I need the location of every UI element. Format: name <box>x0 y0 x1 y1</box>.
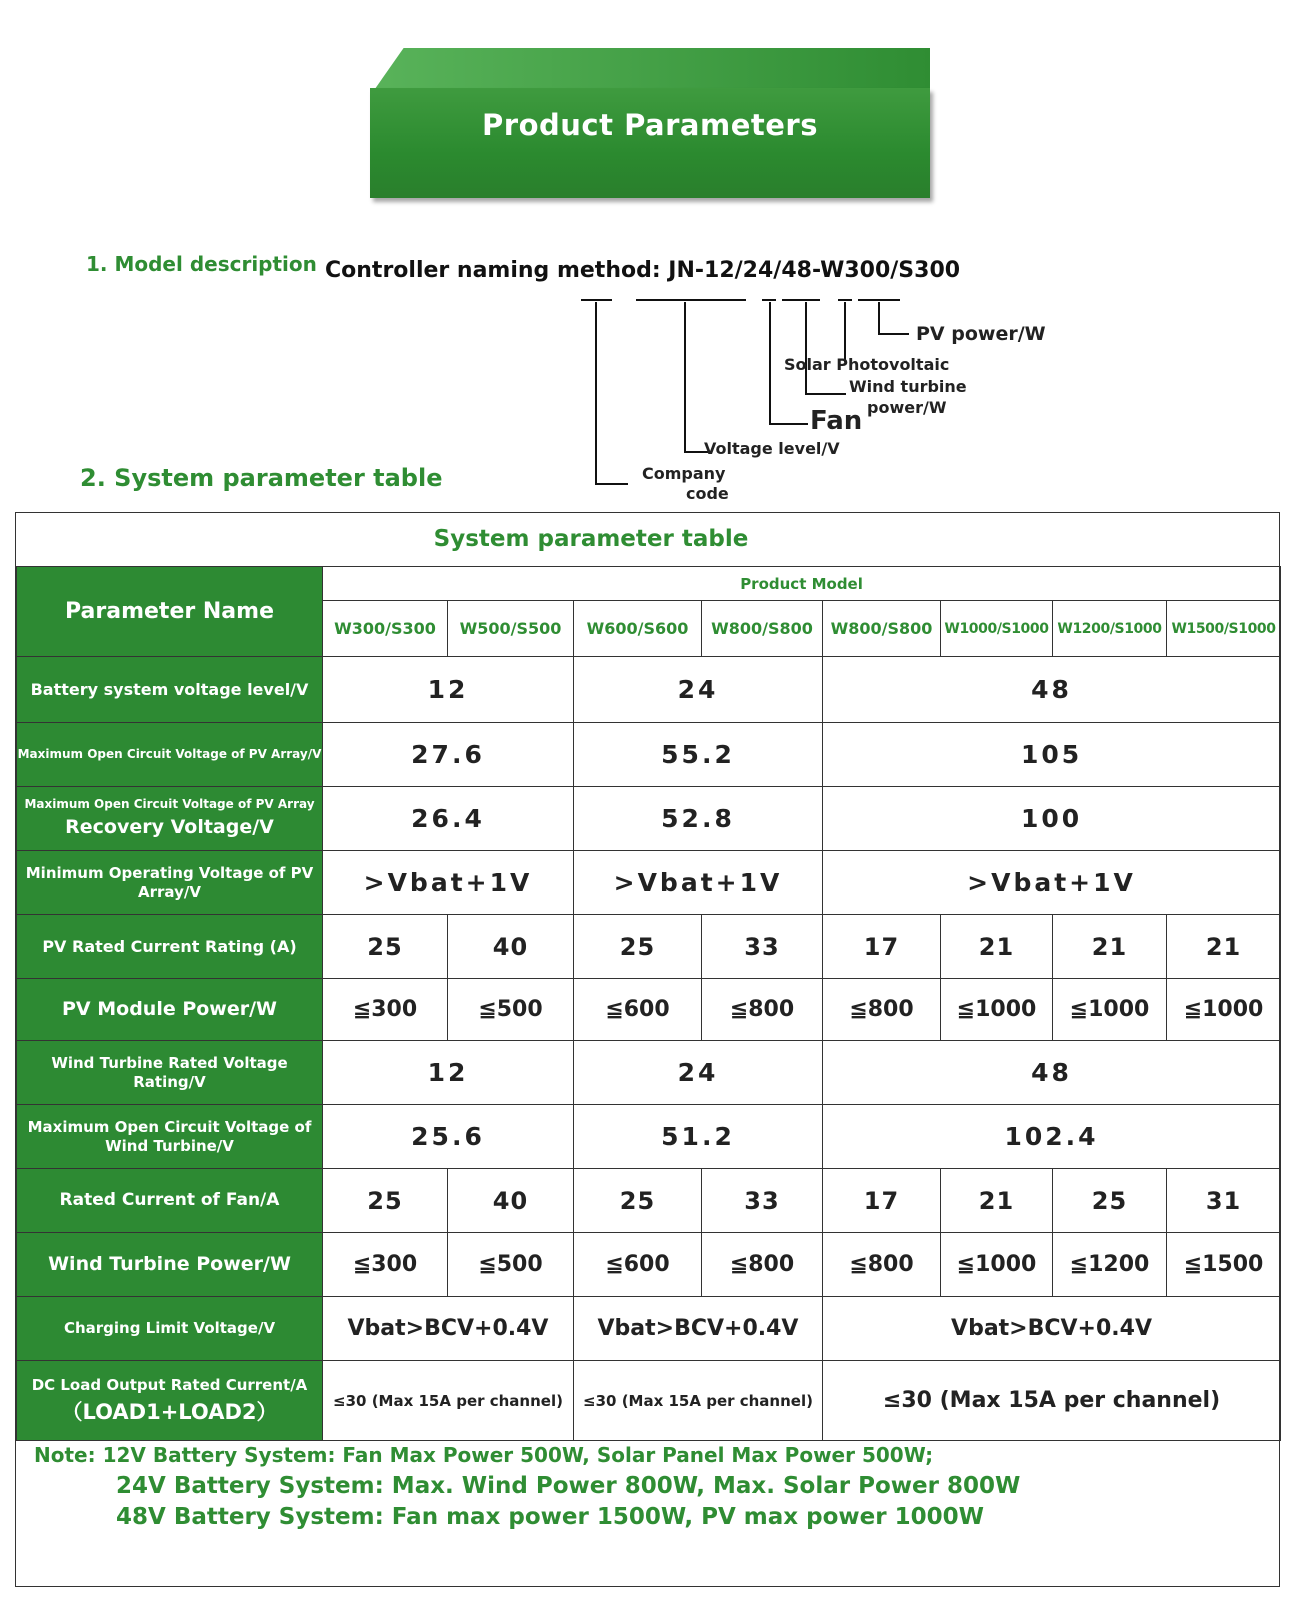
wind-turbine-label: Wind turbine <box>849 377 967 396</box>
value-cell: 102.4 <box>823 1105 1281 1169</box>
note-section <box>16 1425 1280 1585</box>
param-name: Wind Turbine Rated Voltage Rating/V <box>17 1041 323 1105</box>
table-row <box>17 723 1281 787</box>
table-row <box>17 979 1281 1041</box>
value-cell: 17 <box>823 1169 941 1233</box>
param-name: Minimum Operating Voltage of PV Array/V <box>17 851 323 915</box>
param-name: Wind Turbine Power/W <box>17 1233 323 1297</box>
table-row <box>17 1041 1281 1105</box>
value-cell: ≦1000 <box>941 1233 1053 1297</box>
voltage-level-label: Voltage level/V <box>704 439 840 458</box>
param-name-top: DC Load Output Rated Current/A <box>31 1376 308 1394</box>
product-model-header: Product Model <box>323 567 1281 601</box>
fan-label: Fan <box>810 406 863 436</box>
model-cell: W1000/S1000 <box>941 601 1053 657</box>
value-cell: 51.2 <box>574 1105 823 1169</box>
value-cell: ≤30 (Max 15A per channel) <box>823 1361 1281 1441</box>
note-line-2: 24V Battery System: Max. Wind Power 800W, Max. Solar Power 800W <box>116 1473 1021 1499</box>
value-cell: ≤30 (Max 15A per channel) <box>323 1361 574 1441</box>
model-cell: W500/S500 <box>448 601 574 657</box>
note-line-1: Note: 12V Battery System: Fan Max Power 500W, Solar Panel Max Power 500W; <box>34 1443 934 1467</box>
code-label: code <box>686 484 729 503</box>
model-cell: W800/S800 <box>823 601 941 657</box>
value-cell: Vbat>BCV+0.4V <box>323 1297 574 1361</box>
value-cell: 55.2 <box>574 723 823 787</box>
value-cell: 40 <box>448 915 574 979</box>
value-cell: 24 <box>574 657 823 723</box>
value-cell: 40 <box>448 1169 574 1233</box>
value-cell: 24 <box>574 1041 823 1105</box>
value-cell: 21 <box>1167 915 1281 979</box>
table-row <box>17 1169 1281 1233</box>
model-description-heading: 1. Model description <box>86 252 317 276</box>
value-cell: ≦800 <box>823 979 941 1041</box>
value-cell: ≦1000 <box>1167 979 1281 1041</box>
product-parameters-banner <box>370 48 930 198</box>
value-cell: 25 <box>574 915 702 979</box>
value-cell: 17 <box>823 915 941 979</box>
value-cell: ≦300 <box>323 1233 448 1297</box>
value-cell: 12 <box>323 657 574 723</box>
table-row <box>17 1297 1281 1361</box>
value-cell: 25.6 <box>323 1105 574 1169</box>
value-cell: ≦800 <box>823 1233 941 1297</box>
param-name-bottom: （LOAD1+LOAD2） <box>61 1399 278 1424</box>
value-cell: ≦1000 <box>941 979 1053 1041</box>
param-name: Rated Current of Fan/A <box>17 1169 323 1233</box>
value-cell: 100 <box>823 787 1281 851</box>
param-name: PV Rated Current Rating (A) <box>17 915 323 979</box>
value-cell: 33 <box>702 915 823 979</box>
table-row <box>17 851 1281 915</box>
value-cell: ≦1500 <box>1167 1233 1281 1297</box>
value-cell: 52.8 <box>574 787 823 851</box>
param-name-top: Maximum Open Circuit Voltage of PV Array <box>24 797 315 812</box>
table-row <box>17 1233 1281 1297</box>
param-name: Battery system voltage level/V <box>17 657 323 723</box>
value-cell: 48 <box>823 1041 1281 1105</box>
pv-power-label: PV power/W <box>916 323 1046 345</box>
value-cell: >Vbat+1V <box>823 851 1281 915</box>
table-title: System parameter table <box>433 526 749 552</box>
value-cell: 21 <box>1053 915 1167 979</box>
param-name: Maximum Open Circuit Voltage of PV Array/V <box>17 723 323 787</box>
value-cell: 25 <box>574 1169 702 1233</box>
table-row <box>17 915 1281 979</box>
value-cell: ≦600 <box>574 1233 702 1297</box>
company-label: Company <box>642 464 726 483</box>
solar-photovoltaic-label: Solar Photovoltaic <box>784 355 950 374</box>
value-cell: ≦500 <box>448 979 574 1041</box>
model-cell: W300/S300 <box>323 601 448 657</box>
value-cell: ≤30 (Max 15A per channel) <box>574 1361 823 1441</box>
value-cell: 31 <box>1167 1169 1281 1233</box>
value-cell: 26.4 <box>323 787 574 851</box>
table-row <box>17 787 1281 851</box>
value-cell: 12 <box>323 1041 574 1105</box>
system-parameter-table <box>15 512 1280 1587</box>
value-cell: ≦800 <box>702 979 823 1041</box>
value-cell: ≦600 <box>574 979 702 1041</box>
value-cell: 48 <box>823 657 1281 723</box>
value-cell: 25 <box>1053 1169 1167 1233</box>
banner-face <box>370 88 930 198</box>
value-cell: ≦300 <box>323 979 448 1041</box>
note-line-3: 48V Battery System: Fan max power 1500W, PV max power 1000W <box>116 1504 984 1530</box>
value-cell: 25 <box>323 915 448 979</box>
system-parameter-heading: 2. System parameter table <box>80 464 443 492</box>
table-row <box>17 657 1281 723</box>
table-row <box>17 1105 1281 1169</box>
naming-method-text: Controller naming method: JN-12/24/48-W300/S300 <box>325 258 961 283</box>
param-name: Maximum Open Circuit Voltage of Wind Turbine/V <box>17 1105 323 1169</box>
model-cell: W600/S600 <box>574 601 702 657</box>
value-cell: 25 <box>323 1169 448 1233</box>
value-cell: ≦1000 <box>1053 979 1167 1041</box>
value-cell: >Vbat+1V <box>574 851 823 915</box>
value-cell: 33 <box>702 1169 823 1233</box>
value-cell: 21 <box>941 915 1053 979</box>
model-cell: W800/S800 <box>702 601 823 657</box>
banner-title: Product Parameters <box>482 108 818 142</box>
value-cell: >Vbat+1V <box>323 851 574 915</box>
value-cell: ≦500 <box>448 1233 574 1297</box>
value-cell: 21 <box>941 1169 1053 1233</box>
parameter-name-header: Parameter Name <box>17 567 323 657</box>
param-name: PV Module Power/W <box>17 979 323 1041</box>
model-cell: W1500/S1000 <box>1167 601 1281 657</box>
value-cell: ≦800 <box>702 1233 823 1297</box>
value-cell: Vbat>BCV+0.4V <box>574 1297 823 1361</box>
param-name <box>17 787 323 851</box>
param-name-bottom: Recovery Voltage/V <box>65 816 274 839</box>
model-cell: W1200/S1000 <box>1053 601 1167 657</box>
param-name: Charging Limit Voltage/V <box>17 1297 323 1361</box>
value-cell: Vbat>BCV+0.4V <box>823 1297 1281 1361</box>
parameter-grid <box>16 566 1281 1441</box>
value-cell: ≦1200 <box>1053 1233 1167 1297</box>
wind-power-label: power/W <box>867 398 947 417</box>
value-cell: 105 <box>823 723 1281 787</box>
value-cell: 27.6 <box>323 723 574 787</box>
